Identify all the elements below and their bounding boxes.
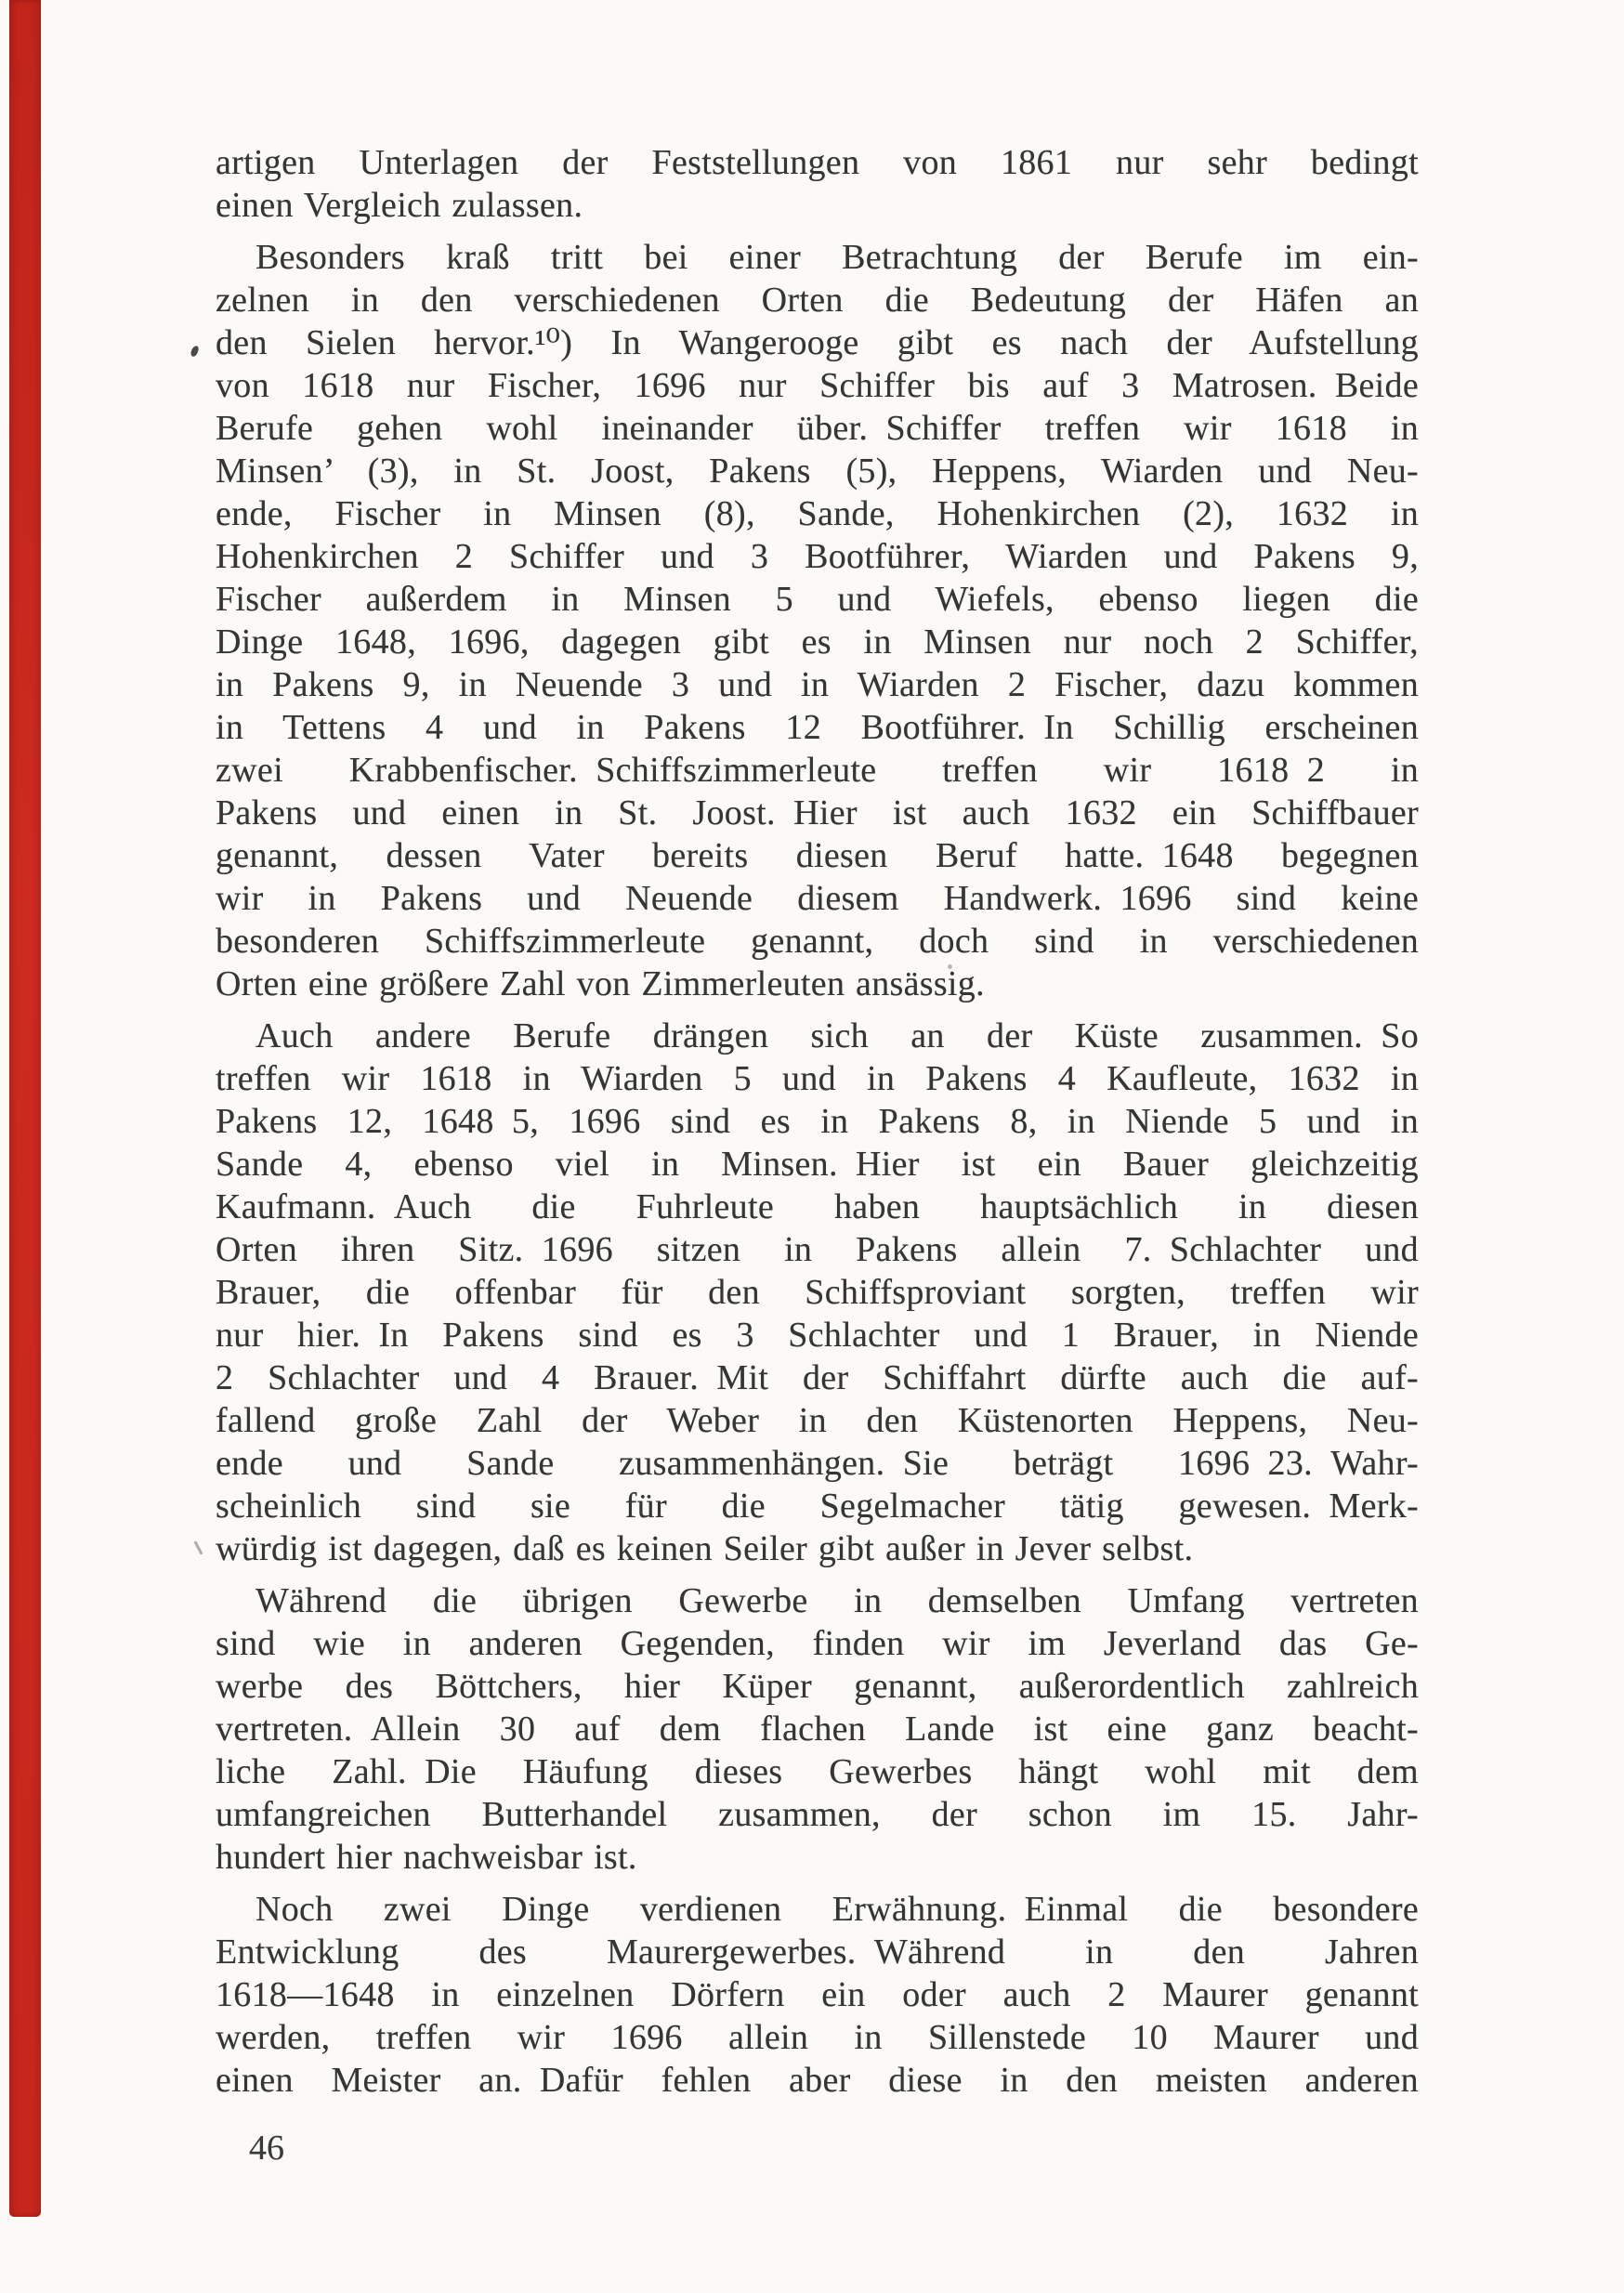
text-line: Orten eine größere Zahl von Zimmerleuten ansässig. — [216, 964, 985, 1003]
text-line: Pakens und einen in St. Joost. Hier ist auch 1632 ein Schiffbauer — [216, 793, 1419, 832]
text-line: Besonders kraß tritt bei einer Betrachtung der Berufe im ein- — [255, 238, 1419, 277]
text-line: Brauer, die offenbar für den Schiffsproviant sorgten, treffen wir — [216, 1273, 1419, 1312]
paragraph — [216, 1888, 1419, 2102]
text-line: genannt, dessen Vater bereits diesen Beruf hatte. 1648 begegnen — [216, 836, 1419, 875]
paragraph — [216, 141, 1419, 227]
text-line: artigen Unterlagen der Feststellungen von 1861 nur sehr bedingt — [216, 143, 1419, 182]
paragraph — [216, 236, 1419, 1005]
text-line: Berufe gehen wohl ineinander über. Schiffer treffen wir 1618 in — [216, 409, 1419, 448]
text-line: Kaufmann. Auch die Fuhrleute haben hauptsächlich in diesen — [216, 1187, 1419, 1226]
text-line: werbe des Böttchers, hier Küper genannt, außerordentlich zahlreich — [216, 1667, 1419, 1706]
text-line: Noch zwei Dinge verdienen Erwähnung. Einmal die besondere — [255, 1890, 1419, 1929]
scan-margin-red-bar — [9, 0, 41, 2217]
ink-speck — [193, 1540, 203, 1555]
text-line: würdig ist dagegen, daß es keinen Seiler gibt außer in Jever selbst. — [216, 1529, 1194, 1568]
text-line: in Tettens 4 und in Pakens 12 Bootführer. In Schillig erscheinen — [216, 708, 1419, 747]
ink-speck — [190, 345, 199, 358]
text-line: von 1618 nur Fischer, 1696 nur Schiffer bis auf 3 Matrosen. Beide — [216, 366, 1419, 405]
text-line: in Pakens 9, in Neuende 3 und in Wiarden 2 Fischer, dazu kommen — [216, 665, 1419, 704]
text-line: treffen wir 1618 in Wiarden 5 und in Pakens 4 Kaufleute, 1632 in — [216, 1059, 1419, 1098]
text-line: ende, Fischer in Minsen (8), Sande, Hohenkirchen (2), 1632 in — [216, 494, 1419, 533]
text-line: zwei Krabbenfischer. Schiffszimmerleute treffen wir 1618 2 in — [216, 751, 1419, 790]
text-line: Während die übrigen Gewerbe in demselben Umfang vertreten — [255, 1581, 1419, 1620]
text-line: Dinge 1648, 1696, dagegen gibt es in Minsen nur noch 2 Schiffer, — [216, 622, 1419, 662]
text-line: scheinlich sind sie für die Segelmacher tätig gewesen. Merk- — [216, 1487, 1419, 1526]
paragraph — [216, 1015, 1419, 1570]
text-line: 1618—1648 in einzelnen Dörfern ein oder auch 2 Maurer genannt — [216, 1975, 1419, 2014]
text-line: ende und Sande zusammenhängen. Sie beträgt 1696 23. Wahr- — [216, 1444, 1419, 1483]
text-line: wir in Pakens und Neuende diesem Handwerk. 1696 sind keine — [216, 879, 1419, 918]
text-line: sind wie in anderen Gegenden, finden wir im Jeverland das Ge- — [216, 1624, 1419, 1663]
text-line: Pakens 12, 1648 5, 1696 sind es in Pakens 8, in Niende 5 und in — [216, 1102, 1419, 1141]
text-line: fallend große Zahl der Weber in den Küstenorten Heppens, Neu- — [216, 1401, 1419, 1440]
text-line: vertreten. Allein 30 auf dem flachen Lande ist eine ganz beacht- — [216, 1710, 1419, 1749]
text-line: Entwicklung des Maurergewerbes. Während in den Jahren — [216, 1933, 1419, 1972]
text-line: den Sielen hervor.¹⁰) In Wangerooge gibt es nach der Aufstellung — [216, 323, 1419, 362]
page-number: 46 — [249, 2129, 284, 2168]
text-line: Sande 4, ebenso viel in Minsen. Hier ist ein Bauer gleichzeitig — [216, 1145, 1419, 1184]
text-line: nur hier. In Pakens sind es 3 Schlachter und 1 Brauer, in Niende — [216, 1316, 1419, 1355]
text-line: besonderen Schiffszimmerleute genannt, doch sind in verschiedenen — [216, 922, 1419, 961]
text-line: Minsen’ (3), in St. Joost, Pakens (5), Heppens, Wiarden und Neu- — [216, 452, 1419, 491]
text-line: 2 Schlachter und 4 Brauer. Mit der Schiffahrt dürfte auch die auf- — [216, 1358, 1419, 1397]
page-text — [216, 141, 1419, 2102]
text-line: Fischer außerdem in Minsen 5 und Wiefels, ebenso liegen die — [216, 580, 1419, 619]
text-line: umfangreichen Butterhandel zusammen, der schon im 15. Jahr- — [216, 1795, 1419, 1834]
paragraph — [216, 1579, 1419, 1879]
text-line: Orten ihren Sitz. 1696 sitzen in Pakens allein 7. Schlachter und — [216, 1230, 1419, 1269]
text-line: hundert hier nachweisbar ist. — [216, 1838, 637, 1877]
text-line: zelnen in den verschiedenen Orten die Bedeutung der Häfen an — [216, 281, 1419, 320]
text-line: liche Zahl. Die Häufung dieses Gewerbes hängt wohl mit dem — [216, 1752, 1419, 1791]
text-line: einen Meister an. Dafür fehlen aber diese in den meisten anderen — [216, 2061, 1419, 2100]
text-line: einen Vergleich zulassen. — [216, 186, 583, 225]
text-line: werden, treffen wir 1696 allein in Sillenstede 10 Maurer und — [216, 2018, 1419, 2057]
text-line: Hohenkirchen 2 Schiffer und 3 Bootführer, Wiarden und Pakens 9, — [216, 537, 1419, 576]
text-line: Auch andere Berufe drängen sich an der Küste zusammen. So — [255, 1016, 1419, 1055]
